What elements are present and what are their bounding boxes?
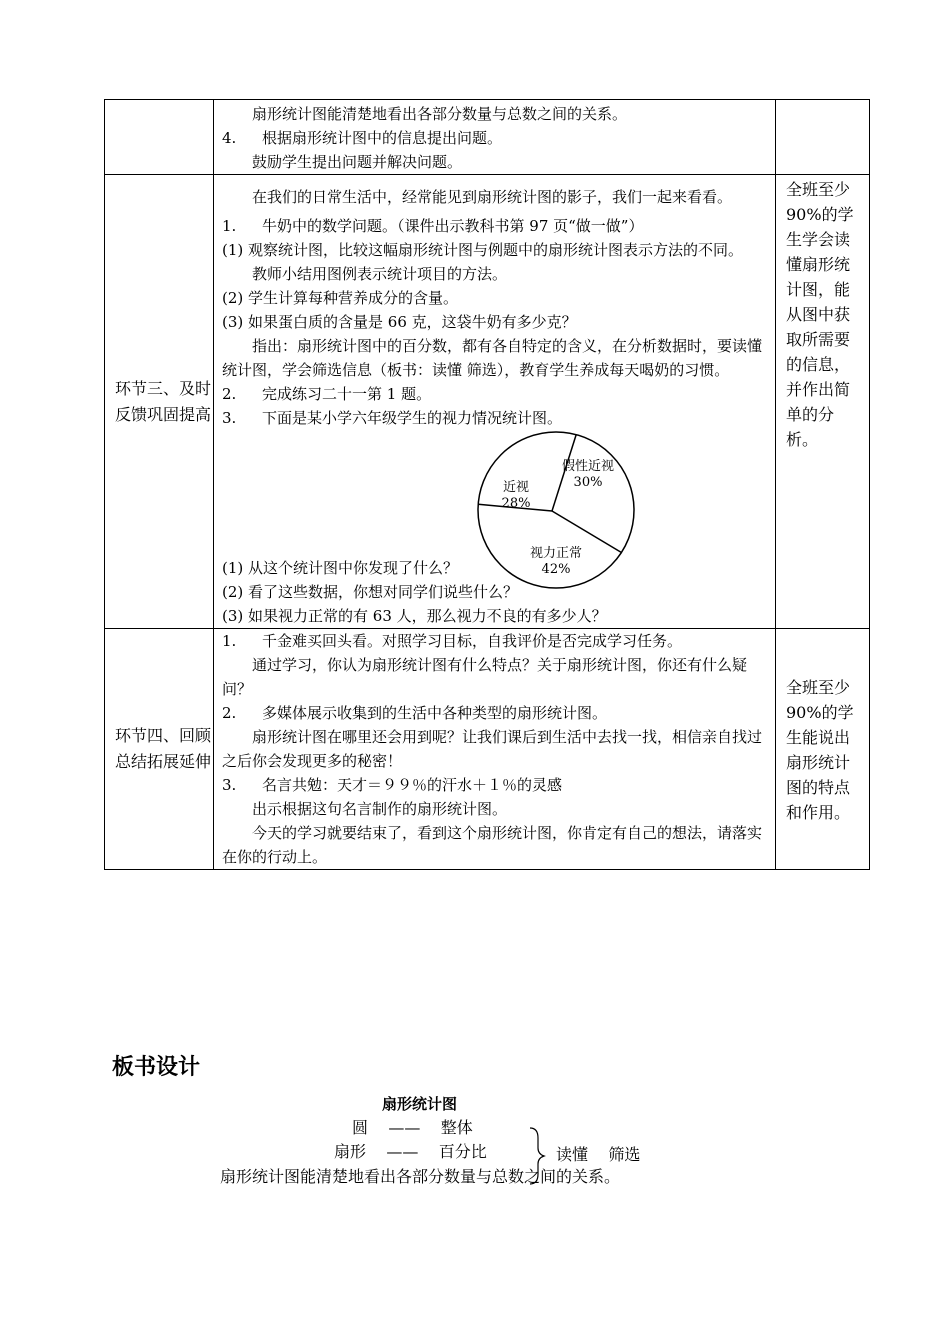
stage3-item-text: 下面是某小学六年级学生的视力情况统计图。: [262, 409, 563, 427]
stage4-item: [214, 629, 775, 653]
stage4-item-text: 出示根据这句名言制作的扇形统计图。: [252, 800, 508, 818]
row-top-num-4: 4.: [222, 129, 237, 147]
stage4-item: [214, 701, 775, 725]
stage3-item-text: 指出：扇形统计图中的百分数，都有各自特定的含义，在分析数据时，要读懂统计图，学会筛选信息（板书：读懂 筛选），教育学生养成每天喝奶的习惯。: [222, 337, 763, 379]
stage4-item: [214, 821, 775, 869]
stage4-item-number: 3.: [222, 776, 237, 794]
stage4-objective: 全班至少 90%的学生能说出扇形统计图的特点和作用。: [776, 629, 870, 870]
board-line-circle: 圆 —— 整体: [352, 1118, 473, 1137]
stage4-item-number: 1.: [222, 632, 237, 650]
board-heading: 板书设计: [112, 1055, 201, 1080]
stage3-question: (2) 看了这些数据，你想对同学们说些什么？: [222, 583, 519, 601]
stage3-question: (3) 如果视力正常的有 63 人，那么视力不良的有多少人？: [222, 607, 607, 625]
stage4-item: [214, 725, 775, 773]
stage3-item-text: (3) 如果蛋白质的含量是 66 克，这袋牛奶有多少克？: [222, 313, 577, 331]
stage3-item: [214, 382, 775, 406]
stage3-item: [214, 406, 775, 430]
pie-label-myopia: 近视 28%: [501, 480, 531, 511]
stage4-item-number: 2.: [222, 704, 237, 722]
board-title: 扇形统计图: [382, 1095, 458, 1113]
stage3-item-number: 1.: [222, 217, 237, 235]
pie-label-pseudo-myopia: 假性近视 30%: [561, 459, 614, 490]
board-line-summary: 扇形统计图能清楚地看出各部分数量与总数之间的关系。: [220, 1167, 621, 1186]
stage3-item: [214, 310, 775, 334]
stage3-item: [214, 214, 775, 238]
stage3-items: [214, 214, 775, 430]
row-top-line-3: 鼓励学生提出问题并解决问题。: [252, 153, 463, 171]
stage3-item-number: 2.: [222, 385, 237, 403]
stage3-item: [214, 286, 775, 310]
stage4-item-text: 通过学习，你认为扇形统计图有什么特点？关于扇形统计图，你还有什么疑问？: [222, 656, 748, 698]
stage4-item-text: 千金难买回头看。对照学习目标，自我评价是否完成学习任务。: [262, 632, 683, 650]
stage4-item-text: 今天的学习就要结束了，看到这个扇形统计图，你肯定有自己的想法，请落实在你的行动上。: [222, 824, 763, 866]
board-side-text: 读懂 筛选: [556, 1145, 641, 1164]
stage3-question: (1) 从这个统计图中你发现了什么？: [222, 559, 459, 577]
board-line-sector: 扇形 —— 百分比: [334, 1142, 487, 1161]
stage3-item-text: (2) 学生计算每种营养成分的含量。: [222, 289, 459, 307]
row-top-line-2: 根据扇形统计图中的信息提出问题。: [262, 129, 503, 147]
stage4-item-text: 扇形统计图在哪里还会用到呢？让我们课后到生活中去找一找，相信亲自找过之后你会发现更多的秘密！: [222, 728, 763, 770]
stage3-questions: [214, 556, 775, 628]
stage4-items: [214, 629, 775, 869]
stage3-item: [214, 334, 775, 382]
stage3-item-text: 完成练习二十一第 1 题。: [262, 385, 432, 403]
stage3-item: [214, 262, 775, 286]
table-row-stage3: [105, 175, 870, 629]
stage4-item: [214, 773, 775, 797]
stage3-item-text: 牛奶中的数学问题。（课件出示教科书第 97 页“做一做”）: [262, 217, 644, 235]
stage3-intro: 在我们的日常生活中，经常能见到扇形统计图的影子，我们一起来看看。: [252, 188, 733, 206]
stage3-item: [214, 238, 775, 262]
table-row-stage4: [105, 629, 870, 870]
stage3-item-number: 3.: [222, 409, 237, 427]
stage3-item-text: 教师小结用图例表示统计项目的方法。: [252, 265, 508, 283]
stage3-label: 环节三、及时反馈巩固提高: [105, 175, 214, 629]
stage4-label: 环节四、回顾总结拓展延伸: [105, 629, 214, 870]
stage4-item: [214, 653, 775, 701]
stage4-item-text: 名言共勉：天才＝９９％的汗水＋１％的灵感: [262, 776, 563, 794]
table-row-top: [105, 100, 870, 175]
stage3-item-text: (1) 观察统计图，比较这幅扇形统计图与例题中的扇形统计图表示方法的不同。: [222, 241, 744, 259]
stage3-objective: 全班至少 90%的学生学会读懂扇形统计图，能从图中获取所需要的信息，并作出简单的分析。: [776, 175, 870, 629]
stage4-item-text: 多媒体展示收集到的生活中各种类型的扇形统计图。: [262, 704, 608, 722]
lesson-table: [104, 99, 870, 870]
row-top-line-1: 扇形统计图能清楚地看出各部分数量与总数之间的关系。: [252, 105, 628, 123]
pie-label-normal: 视力正常 42%: [529, 546, 582, 577]
stage4-item: [214, 797, 775, 821]
